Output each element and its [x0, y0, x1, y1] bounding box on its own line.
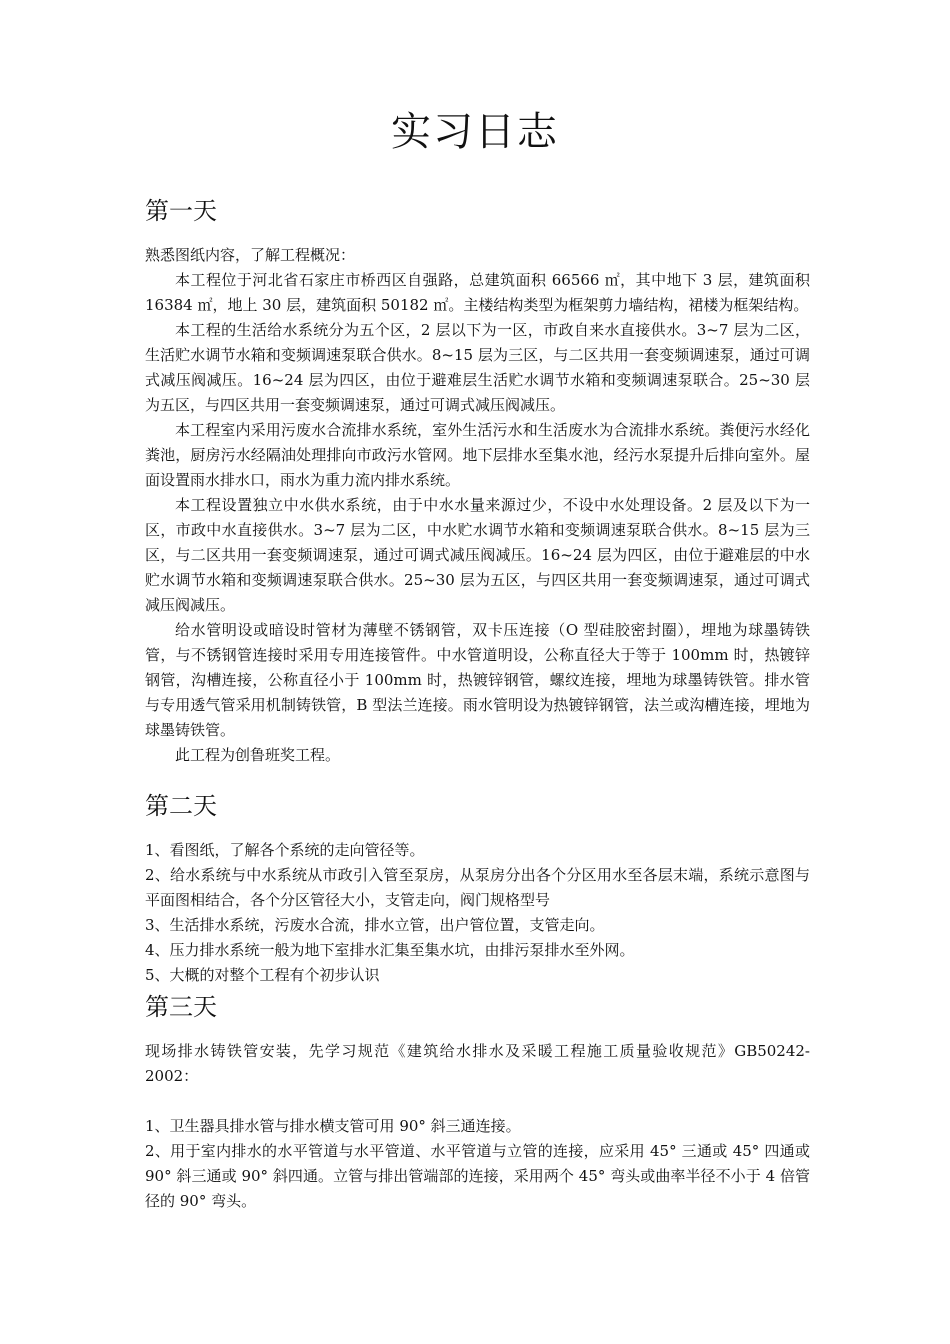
day1-paragraph: 给水管明设或暗设时管材为薄壁不锈钢管，双卡压连接（O 型硅胶密封圈），埋地为球墨铸铁管，与不锈钢管连接时采用专用连接管件。中水管道明设，公称直径大于等于 100mm 时，热镀锌钢管，沟槽连接，公称直径小于 100mm 时，热镀锌钢管，螺纹连接，埋地为球墨铸铁管。排水管与专用透气管采用机制铸铁管，B 型法兰连接。雨水管明设为热镀锌钢管，法兰或沟槽连接，埋地为球墨铸铁管。 — [145, 621, 810, 739]
day3-item: 1、卫生器具排水管与排水横支管可用 90° 斜三通连接。 — [145, 1117, 521, 1135]
day2-item: 5、大概的对整个工程有个初步认识 — [145, 966, 380, 984]
document-title: 实习日志 — [391, 109, 559, 155]
day1-paragraph: 本工程的生活给水系统分为五个区，2 层以下为一区，市政自来水直接供水。3~7 层为二区，生活贮水调节水箱和变频调速泵联合供水。8~15 层为三区，与二区共用一套变频调速泵，通过可调式减压阀减压。16~24 层为四区，由位于避难层生活贮水调节水箱和变频调速泵联合。25~30 层为五区，与四区共用一套变频调速泵，通过可调式减压阀减压。 — [145, 321, 810, 414]
blank-line — [145, 1089, 810, 1114]
day1-heading: 第一天 — [145, 197, 217, 225]
day3-intro: 现场排水铸铁管安装，先学习规范《建筑给水排水及采暖工程施工质量验收规范》GB50242-2002： — [145, 1042, 810, 1085]
day1-paragraph: 本工程室内采用污废水合流排水系统，室外生活污水和生活废水为合流排水系统。粪便污水经化粪池，厨房污水经隔油处理排向市政污水管网。地下层排水至集水池，经污水泵提升后排向室外。屋面设置雨水排水口，雨水为重力流内排水系统。 — [145, 421, 810, 489]
day3-heading: 第三天 — [145, 993, 217, 1021]
day1-intro: 熟悉图纸内容，了解工程概况： — [145, 246, 356, 264]
day2-item: 4、压力排水系统一般为地下室排水汇集至集水坑，由排污泵排水至外网。 — [145, 941, 635, 959]
day1-section — [145, 195, 810, 768]
day2-item: 3、生活排水系统，污废水合流，排水立管，出户管位置，支管走向。 — [145, 916, 605, 934]
day1-paragraph: 本工程位于河北省石家庄市桥西区自强路，总建筑面积 66566 ㎡，其中地下 3 层，建筑面积 16384 ㎡，地上 30 层，建筑面积 50182 ㎡。主楼结构类型为框架剪力墙结构，裙楼为框架结构。 — [145, 271, 810, 314]
day2-item: 2、给水系统与中水系统从市政引入管至泵房，从泵房分出各个分区用水至各层末端，系统示意图与平面图相结合，各个分区管径大小，支管走向，阀门规格型号 — [145, 866, 810, 909]
day2-heading: 第二天 — [145, 792, 217, 820]
day3-section — [145, 991, 810, 1214]
day2-item: 1、看图纸，了解各个系统的走向管径等。 — [145, 841, 425, 859]
day2-section — [145, 790, 810, 988]
day1-paragraph: 本工程设置独立中水供水系统，由于中水水量来源过少，不设中水处理设备。2 层及以下为一区，市政中水直接供水。3~7 层为二区，中水贮水调节水箱和变频调速泵联合供水。8~15 层为三区，与二区共用一套变频调速泵，通过可调式减压阀减压。16~24 层为四区，由位于避难层的中水贮水调节水箱和变频调速泵联合供水。25~30 层为五区，与四区共用一套变频调速泵，通过可调式减压阀减压。 — [145, 496, 810, 614]
day1-paragraph: 此工程为创鲁班奖工程。 — [175, 746, 341, 764]
day3-item: 2、用于室内排水的水平管道与水平管道、水平管道与立管的连接，应采用 45° 三通或 45° 四通或 90° 斜三通或 90° 斜四通。立管与排出管端部的连接，采用两个 45° 弯头或曲率半径不小于 4 倍管径的 90° 弯头。 — [145, 1142, 810, 1210]
